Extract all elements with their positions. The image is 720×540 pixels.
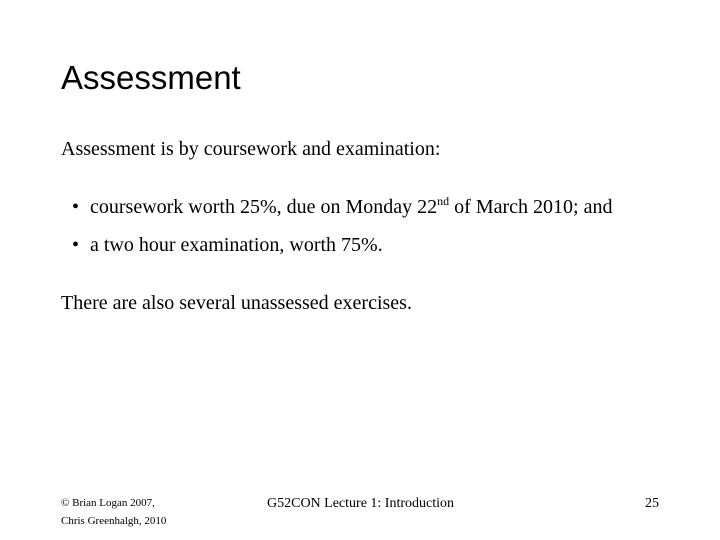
- bullet-item-coursework: [72, 195, 612, 219]
- bullet-text-continued: of March 2010; and: [449, 196, 613, 218]
- closing-text: There are also several unassessed exercises.: [61, 292, 412, 314]
- bullet-text: a two hour examination, worth 75%.: [90, 234, 383, 256]
- intro-text: Assessment is by coursework and examination:: [61, 138, 441, 160]
- footer-page-number: 25: [645, 496, 659, 511]
- copyright-line-2: Chris Greenhalgh, 2010: [61, 515, 167, 527]
- footer-copyright: [61, 494, 166, 530]
- bullet-text: coursework worth 25%, due on Monday 22: [90, 196, 438, 218]
- bullet-marker: •: [72, 234, 80, 256]
- bullet-item-examination: [72, 233, 612, 257]
- slide-title: Assessment: [61, 59, 241, 96]
- bullet-list: [72, 195, 612, 271]
- footer-course: G52CON Lecture 1: Introduction: [267, 496, 455, 511]
- bullet-marker: •: [72, 196, 80, 218]
- ordinal-superscript: nd: [437, 194, 450, 208]
- copyright-line-1: © Brian Logan 2007,: [61, 497, 155, 509]
